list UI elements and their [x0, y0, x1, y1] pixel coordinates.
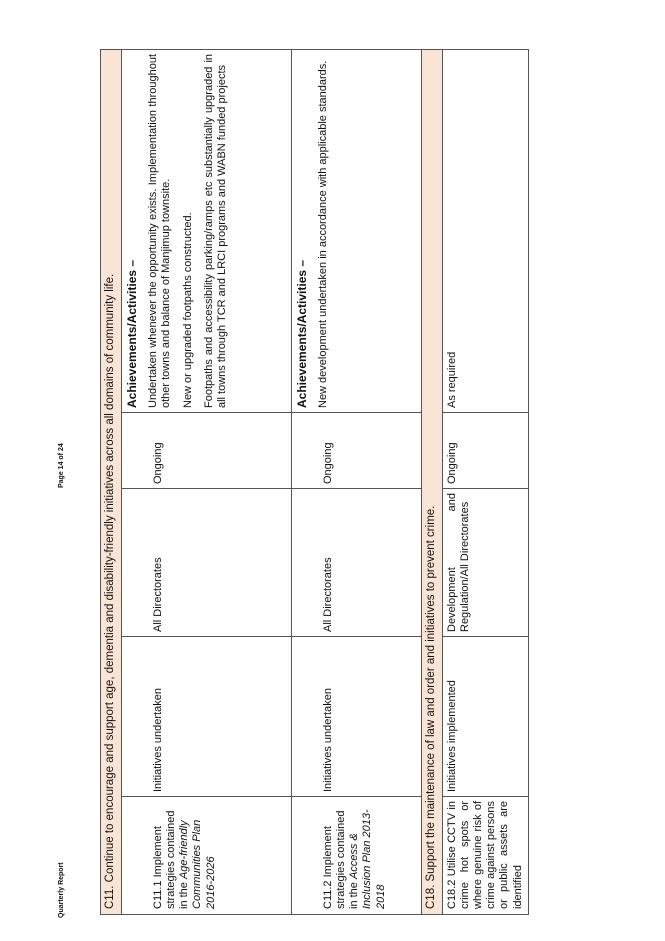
strategy-text: C11.1 Implement strategies contained in the: [151, 810, 191, 909]
responsibility-cell: Development and Regulation/All Directorates: [442, 489, 528, 637]
achievement-item: New or upgraded footpaths constructed.: [181, 212, 194, 408]
achievements-cell: [291, 49, 421, 412]
section-title-c11: C11. Continue to encourage and support age, dementia and disability-friendly initiatives across all domains of community life.: [101, 49, 122, 914]
section-header-c18: [421, 49, 442, 914]
strategy-cell: [291, 797, 421, 915]
strategy-plan-title: Age-friendly Communities Plan 2016-2026: [178, 819, 217, 909]
table-row: [291, 49, 421, 914]
achievements-cell: [121, 49, 291, 412]
achievement-item: Footpaths and accessibility parking/ramps etc substantially upgraded in all towns through TCR and LRCI programs and WABN funded projects: [202, 53, 228, 408]
strategy-plan-title: Access & Inclusion Plan 2013-2018: [348, 809, 387, 909]
section-title-c18: C18. Support the maintenance of law and order and initiatives to prevent crime.: [421, 49, 442, 914]
plan-table: [100, 49, 529, 915]
responsibility-cell: All Directorates: [121, 489, 291, 637]
measure-cell: Initiatives undertaken: [121, 637, 291, 797]
achievements-heading: Achievements/Activities –: [294, 259, 309, 408]
timeframe-cell: Ongoing: [121, 413, 291, 489]
achievements-cell: As required: [442, 49, 528, 412]
table-row: [121, 49, 291, 914]
achievement-item: New development undertaken in accordance with applicable standards.: [317, 60, 330, 408]
table-row: [442, 49, 528, 914]
section-header-c11: [101, 49, 122, 914]
responsibility-cell: All Directorates: [291, 489, 421, 637]
measure-cell: Initiatives implemented: [442, 637, 528, 797]
rotated-page: [100, 50, 565, 915]
measure-cell: Initiatives undertaken: [291, 637, 421, 797]
timeframe-cell: Ongoing: [442, 413, 528, 489]
strategy-cell: C18.2 Utilise CCTV in crime hot spots or where genuine risk of crime against persons or public assets are identified: [442, 797, 528, 915]
page-number: Page 14 of 24: [58, 443, 65, 488]
strategy-text: C11.2 Implement strategies contained in the: [321, 810, 361, 909]
achievements-heading: Achievements/Activities –: [124, 259, 139, 408]
achievement-item: Undertaken whenever the opportunity exists. Implementation throughout other towns and balance of Manjimup townsite.: [147, 53, 173, 408]
strategy-cell: [121, 797, 291, 915]
timeframe-cell: Ongoing: [291, 413, 421, 489]
report-footer-title: Quarterly Report: [58, 862, 65, 918]
